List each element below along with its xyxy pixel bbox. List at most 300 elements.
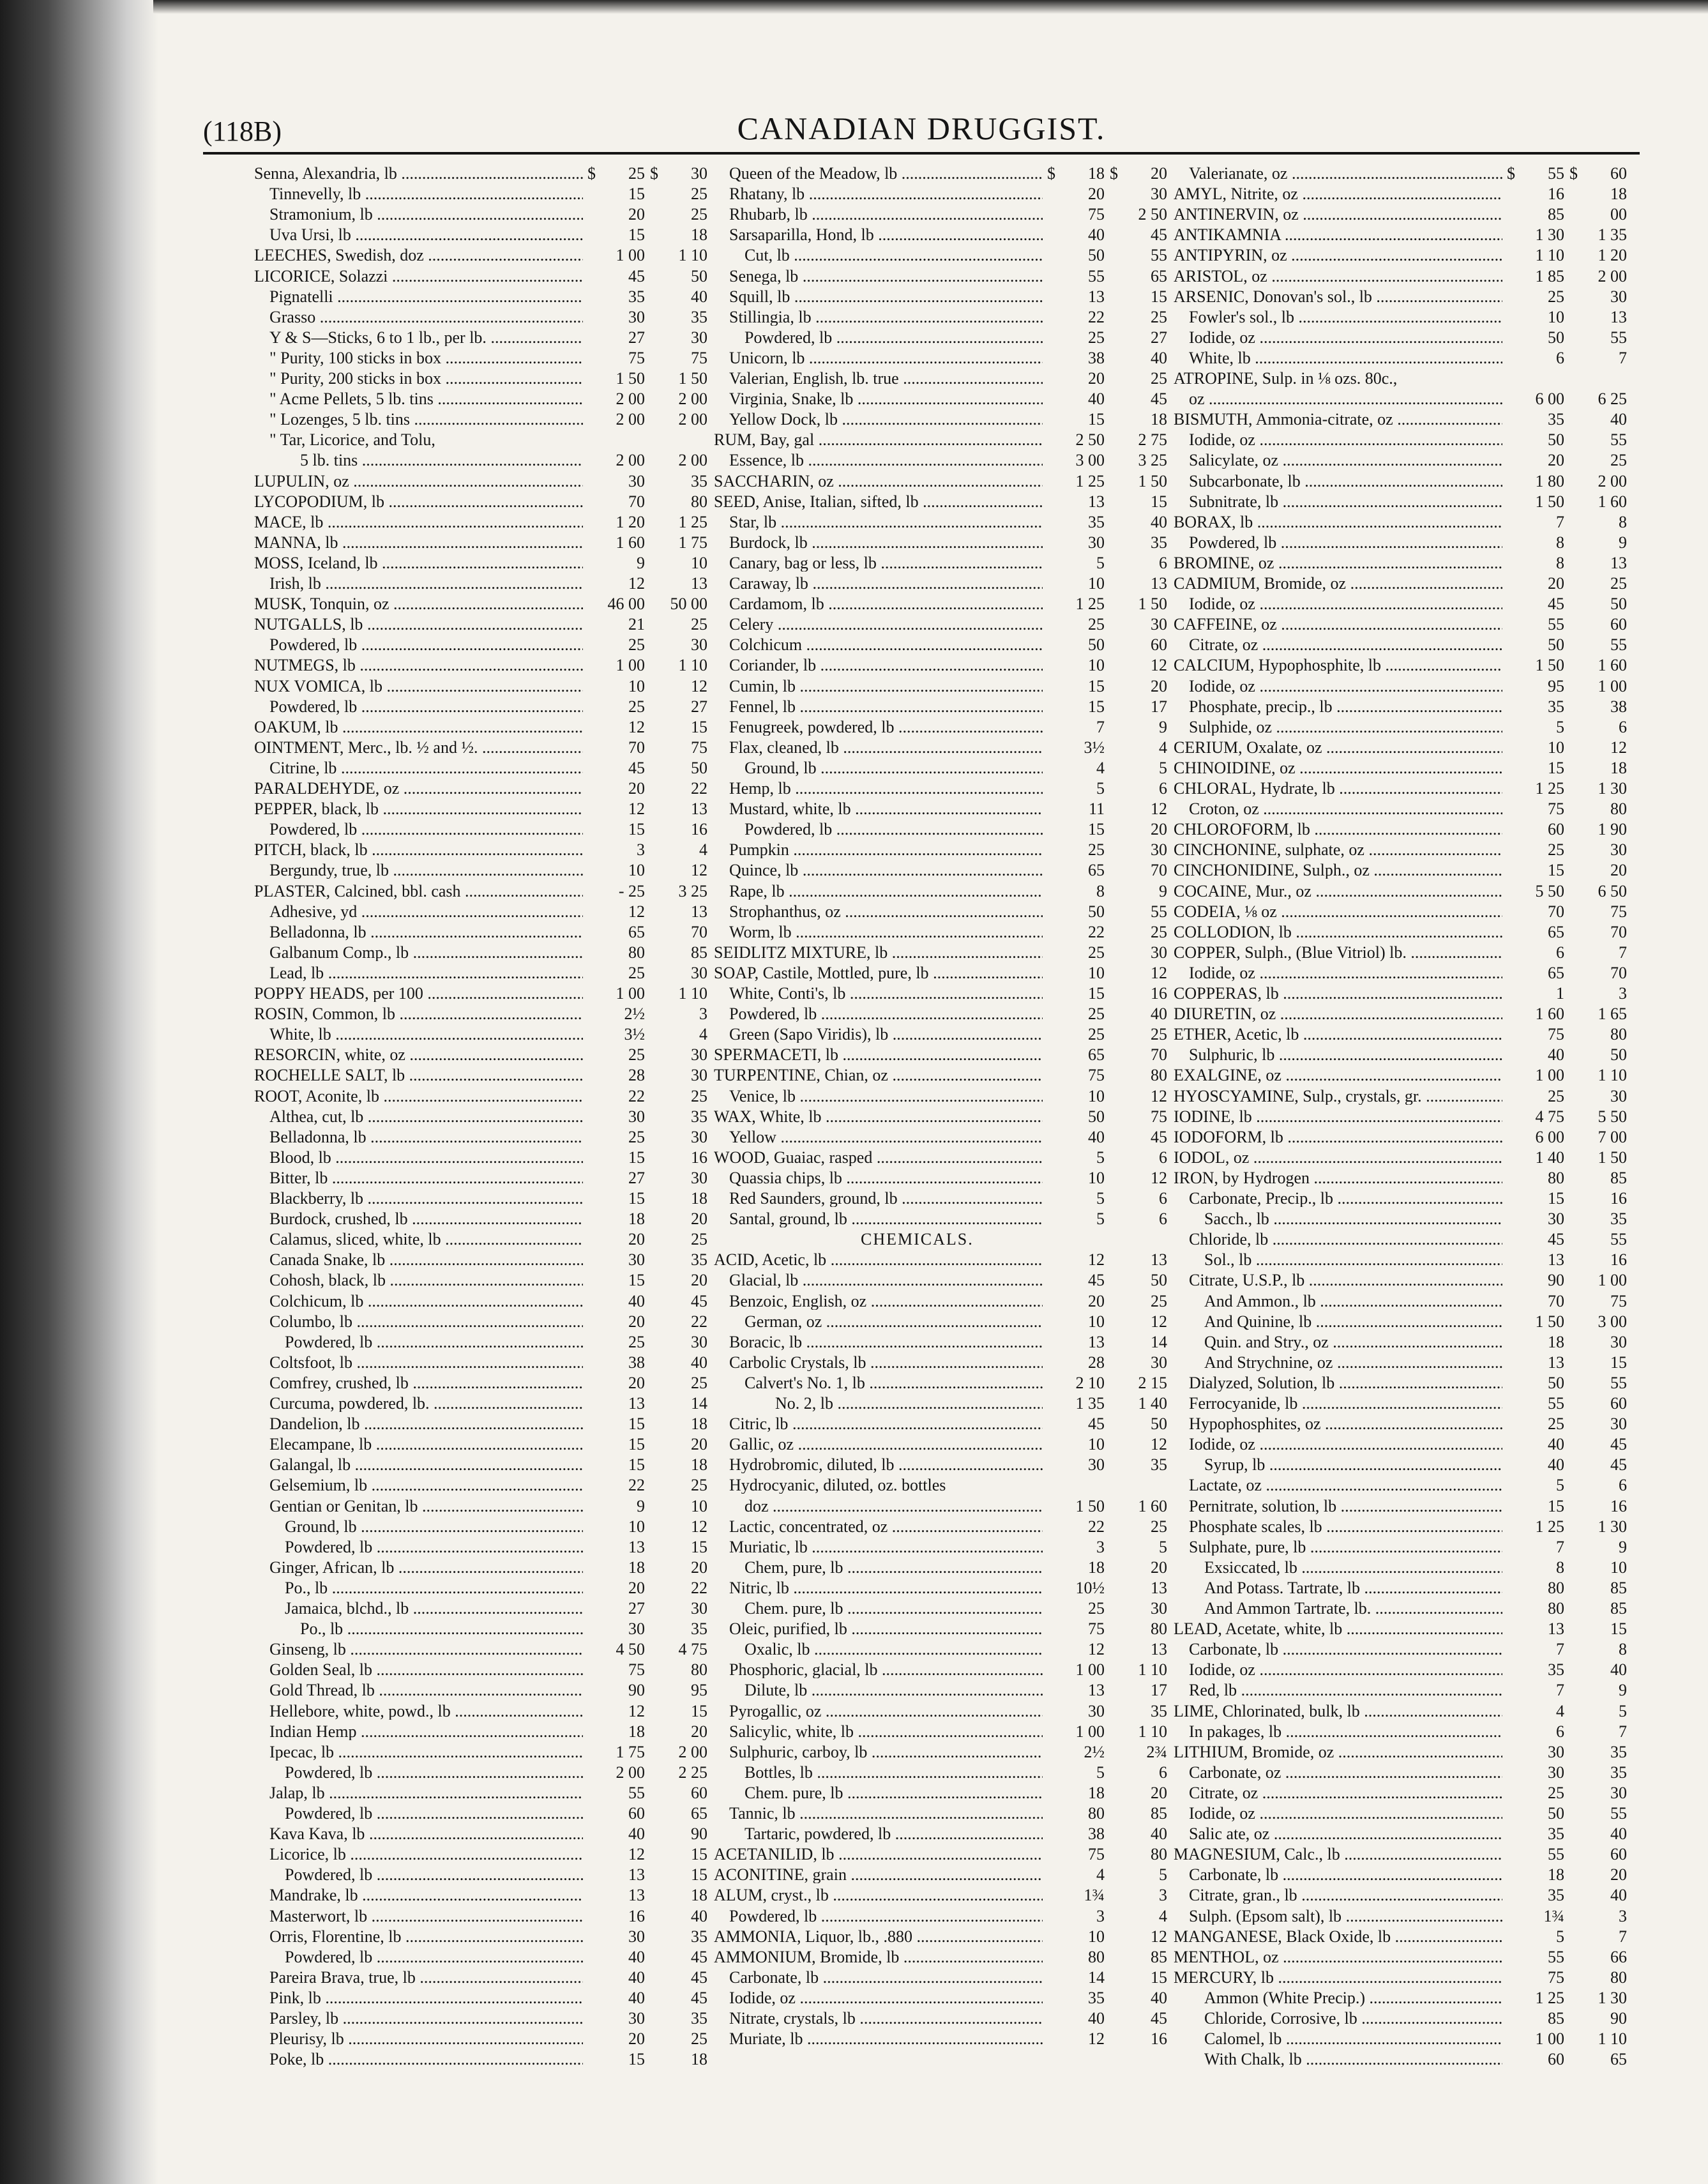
price-high: 30	[691, 1169, 707, 1187]
price-row	[714, 985, 1170, 1002]
price-row	[1174, 268, 1630, 285]
price-row	[254, 451, 711, 469]
price-low: 6	[1556, 1722, 1564, 1741]
price-row	[254, 1620, 711, 1637]
item-name: EXALGINE, oz .....	[1174, 1066, 1502, 1084]
item-name: Powdered, lb .....	[729, 1907, 1043, 1925]
price-high: 27	[1151, 328, 1167, 347]
item-name: Grasso .....	[269, 308, 583, 326]
item-name: Venice, lb .....	[729, 1088, 1043, 1105]
price-row	[714, 821, 1170, 838]
price-low: 5	[1096, 1148, 1105, 1167]
price-low: 25	[628, 1128, 645, 1146]
item-name: CHINOIDINE, oz .....	[1174, 759, 1502, 777]
price-row	[1174, 308, 1630, 326]
page-top-shadow	[153, 0, 1708, 14]
price-row	[714, 1395, 1170, 1412]
price-low: 75	[1088, 1619, 1105, 1638]
price-row	[1174, 1784, 1630, 1801]
item-name: Exsiccated, lb .....	[1204, 1559, 1502, 1576]
price-high: 16	[1610, 1189, 1627, 1208]
price-row	[714, 1641, 1170, 1658]
item-name: Carbonate, lb .....	[729, 1969, 1043, 1986]
price-row	[254, 473, 711, 490]
price-row	[714, 1088, 1170, 1105]
item-name: Pleurisy, lb .....	[269, 2030, 583, 2047]
price-row	[254, 431, 711, 448]
price-low: 30	[1548, 1210, 1564, 1228]
price-row	[1174, 656, 1630, 674]
item-name: Salic ate, oz .....	[1189, 1825, 1502, 1842]
price-high: 1 10	[1138, 1722, 1167, 1741]
item-name: Lactic, concentrated, oz .....	[729, 1518, 1043, 1535]
price-row	[254, 1969, 711, 1986]
price-high: 20	[691, 1210, 707, 1228]
price-high: 40	[1151, 1005, 1167, 1023]
price-row	[254, 1518, 711, 1535]
price-low: 20	[628, 2029, 645, 2048]
price-low: 60	[628, 1804, 645, 1823]
item-name: Chem. pure, lb .....	[744, 1600, 1043, 1617]
price-high: 25	[691, 2029, 707, 2048]
item-name: Calvert's No. 1, lb .....	[744, 1374, 1043, 1392]
price-row	[1174, 1128, 1630, 1146]
price-low: 30	[1548, 1763, 1564, 1782]
price-row	[254, 1886, 711, 1904]
item-name: Iodide, oz .....	[1189, 1805, 1502, 1822]
price-low: 18	[1088, 1784, 1105, 1802]
item-name: White, lb .....	[269, 1026, 583, 1043]
item-name: Gentian or Genitan, lb .....	[269, 1498, 583, 1515]
price-high: 2 00	[678, 451, 707, 469]
item-name: Sulphate, pure, lb .....	[1189, 1538, 1502, 1556]
price-low: 75	[1548, 1025, 1564, 1043]
price-low: 10	[628, 861, 645, 879]
price-low: 30	[628, 472, 645, 490]
price-low: 45	[1088, 1414, 1105, 1433]
item-name: And Ammon., lb .....	[1204, 1293, 1502, 1310]
price-high: 85	[1151, 1804, 1167, 1823]
item-name: Fenugreek, powdered, lb .....	[729, 718, 1043, 736]
item-name: ROSIN, Common, lb .....	[254, 1005, 583, 1022]
price-row	[1174, 841, 1630, 858]
price-high: 18	[1610, 185, 1627, 203]
price-high: 17	[1151, 697, 1167, 716]
price-row	[254, 1907, 711, 1925]
price-high: 1 35	[1598, 225, 1627, 244]
price-high: 30	[1151, 1599, 1167, 1618]
price-high: 13	[1151, 574, 1167, 593]
price-high: 1 30	[1598, 779, 1627, 798]
price-high: 2 75	[1138, 430, 1167, 449]
price-low: 45	[628, 267, 645, 285]
item-name: Iodide, oz .....	[1189, 1436, 1502, 1453]
price-row	[1174, 329, 1630, 346]
price-high: 22	[691, 779, 707, 798]
item-name: Sulphuric, lb .....	[1189, 1046, 1502, 1063]
price-low: 13	[1548, 1619, 1564, 1638]
price-row	[1174, 1436, 1630, 1453]
item-name: PITCH, black, lb .....	[254, 841, 583, 858]
price-high: 40	[1151, 1824, 1167, 1843]
price-row	[1174, 1415, 1630, 1432]
price-row	[714, 759, 1170, 777]
price-row	[714, 165, 1170, 182]
item-name: NUTGALLS, lb .....	[254, 616, 583, 633]
price-row	[714, 1026, 1170, 1043]
item-name: Powdered, lb .....	[285, 1866, 583, 1883]
price-row	[714, 1825, 1170, 1842]
price-high: 1 65	[1598, 1005, 1627, 1023]
price-high: 15	[1151, 492, 1167, 511]
item-name: And Ammon Tartrate, lb. .....	[1204, 1600, 1502, 1617]
item-name: BROMINE, oz .....	[1174, 554, 1502, 572]
price-low: 18	[628, 1210, 645, 1228]
price-low: 1 35	[1075, 1394, 1105, 1413]
price-high: 25	[691, 1476, 707, 1494]
item-name: SEED, Anise, Italian, sifted, lb .....	[714, 493, 1043, 510]
price-high: 55	[1610, 430, 1627, 449]
price-row	[254, 1641, 711, 1658]
price-high: 27	[691, 697, 707, 716]
price-row	[254, 1784, 711, 1801]
price-low: 75	[1088, 205, 1105, 224]
item-name: Sol., lb .....	[1204, 1251, 1502, 1268]
price-row	[254, 1066, 711, 1084]
price-low: 10	[628, 677, 645, 695]
page-folio: (118B)	[203, 116, 282, 147]
item-name: Chloride, lb .....	[1189, 1231, 1502, 1248]
price-row	[1174, 451, 1630, 469]
price-row	[1174, 698, 1630, 715]
price-low: 2 00	[616, 1763, 645, 1782]
item-name: Pignatelli .....	[269, 288, 583, 305]
price-low: 1 50	[1535, 1312, 1564, 1331]
price-row	[714, 1251, 1170, 1268]
price-row	[1174, 1476, 1630, 1494]
item-name: DIURETIN, oz .....	[1174, 1005, 1502, 1022]
item-name: Colchicum .....	[729, 636, 1043, 653]
price-high: 3	[699, 1005, 707, 1023]
price-low: 5	[1096, 1210, 1105, 1228]
item-name: ACONITINE, grain .....	[714, 1866, 1043, 1883]
price-row	[714, 636, 1170, 653]
price-row	[1174, 1702, 1630, 1720]
price-high: 95	[691, 1681, 707, 1699]
item-name: Gallic, oz .....	[729, 1436, 1043, 1453]
price-low: 15	[628, 820, 645, 838]
price-row	[714, 1415, 1170, 1432]
price-row	[254, 411, 711, 428]
price-row	[254, 1108, 711, 1125]
price-high: 20	[1151, 677, 1167, 695]
price-row	[254, 698, 711, 715]
price-row	[1174, 1108, 1630, 1125]
price-row	[254, 1026, 711, 1043]
price-high: 1 25	[678, 513, 707, 531]
price-low: 55	[628, 1784, 645, 1802]
price-row	[714, 1271, 1170, 1289]
price-low: 85	[1548, 2009, 1564, 2028]
price-high: 10	[691, 554, 707, 572]
price-row	[254, 308, 711, 326]
price-row	[1174, 636, 1630, 653]
price-row	[1174, 349, 1630, 367]
price-row	[714, 2030, 1170, 2047]
item-name: Star, lb .....	[729, 513, 1043, 531]
price-low: 1 25	[1535, 1989, 1564, 2007]
price-row	[714, 841, 1170, 858]
price-row	[254, 246, 711, 264]
dollar-sign: $	[1110, 164, 1118, 183]
price-high: 15	[1610, 1619, 1627, 1638]
price-high: 1 10	[1598, 1066, 1627, 1084]
price-low: 16	[1548, 185, 1564, 203]
price-low: 40	[1088, 1128, 1105, 1146]
price-low: 55	[1548, 615, 1564, 633]
price-low: 1 75	[616, 1743, 645, 1761]
price-high: 12	[1151, 1169, 1167, 1187]
price-row	[254, 493, 711, 510]
price-high: 30	[1610, 287, 1627, 306]
price-row	[714, 473, 1170, 490]
price-low: 20	[628, 779, 645, 798]
price-low: 27	[628, 1169, 645, 1187]
header-rule	[203, 152, 1640, 155]
item-name: TURPENTINE, Chian, oz .....	[714, 1066, 1043, 1084]
price-row	[254, 1271, 711, 1289]
price-high: 20	[1610, 1865, 1627, 1884]
item-name: Tinnevelly, lb .....	[269, 185, 583, 202]
price-high: 25	[691, 1087, 707, 1105]
price-low: 35	[628, 287, 645, 306]
item-name: Iodide, oz .....	[1189, 329, 1502, 346]
price-high: 30	[1151, 943, 1167, 962]
price-low: 12	[628, 1702, 645, 1720]
price-low: 22	[1088, 1517, 1105, 1536]
item-name: MERCURY, lb .....	[1174, 1969, 1502, 1986]
price-high: 16	[1610, 1250, 1627, 1269]
price-row	[714, 1128, 1170, 1146]
price-low: 80	[1088, 1948, 1105, 1966]
price-low: 2 00	[616, 410, 645, 428]
price-low: 10	[1548, 308, 1564, 326]
price-high: 4	[1159, 738, 1167, 757]
price-low: 15	[628, 1189, 645, 1208]
item-name: Cardamom, lb .....	[729, 595, 1043, 612]
item-name: Galbanum Comp., lb .....	[269, 944, 583, 961]
price-row	[714, 698, 1170, 715]
item-name: Indian Hemp .....	[269, 1723, 583, 1740]
price-row	[714, 1169, 1170, 1187]
price-high: 60	[1151, 635, 1167, 654]
price-row	[254, 1128, 711, 1146]
price-low: 1 40	[1535, 1148, 1564, 1167]
price-high: 1 30	[1598, 1517, 1627, 1536]
item-name: Sulphuric, carboy, lb .....	[729, 1743, 1043, 1761]
item-name: Glacial, lb .....	[729, 1271, 1043, 1289]
item-name: Carbonate, oz .....	[1189, 1764, 1502, 1781]
price-row	[254, 678, 711, 695]
price-row	[714, 1969, 1170, 1986]
price-high: 1 75	[678, 533, 707, 552]
item-name: Kava Kava, lb .....	[269, 1825, 583, 1842]
price-high: 45	[1151, 1128, 1167, 1146]
price-row	[254, 1190, 711, 1207]
item-name: Hellebore, white, powd., lb .....	[269, 1702, 583, 1720]
price-row	[1174, 226, 1630, 243]
item-name: Comfrey, crushed, lb .....	[269, 1374, 583, 1392]
price-high: 35	[691, 1927, 707, 1946]
price-high: 16	[1151, 984, 1167, 1003]
price-high: 40	[1610, 1824, 1627, 1843]
price-high: 25	[691, 1230, 707, 1248]
price-low: 13	[628, 1538, 645, 1556]
price-row	[254, 1866, 711, 1883]
item-name: Croton, oz .....	[1189, 800, 1502, 817]
price-high: 35	[1151, 533, 1167, 552]
price-high: 80	[1610, 1025, 1627, 1043]
item-name: COPPERAS, lb .....	[1174, 985, 1502, 1002]
price-high: 85	[1151, 1948, 1167, 1966]
price-low: 50	[1088, 246, 1105, 264]
item-name: Powdered, lb .....	[285, 1764, 583, 1781]
price-low: 18	[1548, 1865, 1564, 1884]
item-name: Ground, lb .....	[744, 759, 1043, 777]
item-name: ARISTOL, oz .....	[1174, 268, 1502, 285]
price-high: 45	[691, 1948, 707, 1966]
price-high: 1 60	[1598, 492, 1627, 511]
item-name: Worm, lb .....	[729, 923, 1043, 941]
price-low: 1 10	[1535, 246, 1564, 264]
price-row	[714, 1743, 1170, 1761]
price-row	[714, 1866, 1170, 1883]
price-low: 25	[1548, 287, 1564, 306]
item-name: RUM, Bay, gal .....	[714, 431, 1043, 448]
price-low: 40	[1548, 1455, 1564, 1474]
price-low: 80	[1548, 1579, 1564, 1597]
item-name: Tannic, lb .....	[729, 1805, 1043, 1822]
price-row	[254, 1743, 711, 1761]
price-high: 18	[1610, 759, 1627, 777]
price-row	[714, 1498, 1170, 1515]
price-high: 30	[691, 328, 707, 347]
item-name: LICORICE, Solazzi .....	[254, 268, 583, 285]
price-low: 1 50	[1535, 656, 1564, 674]
price-high: 13	[1151, 1640, 1167, 1658]
price-low: 13	[1088, 1681, 1105, 1699]
price-high: 6	[1159, 1763, 1167, 1782]
price-row	[714, 1579, 1170, 1596]
item-name: Bergundy, true, lb .....	[269, 861, 583, 879]
price-high: 1 50	[1138, 472, 1167, 490]
price-low: 38	[628, 1353, 645, 1372]
price-low: 5	[1556, 1476, 1564, 1494]
price-row	[714, 1661, 1170, 1678]
item-name: AMMONIA, Liquor, lb., .880 .....	[714, 1928, 1043, 1945]
price-high: 40	[691, 1353, 707, 1372]
price-high: 50	[691, 759, 707, 777]
item-name: Powdered, lb .....	[285, 1948, 583, 1966]
price-low: 65	[1548, 964, 1564, 982]
price-row	[1174, 1805, 1630, 1822]
item-name: COPPER, Sulph., (Blue Vitriol) lb. .....	[1174, 944, 1502, 961]
item-name: Y & S—Sticks, 6 to 1 lb., per lb. .....	[269, 329, 583, 346]
price-high: 75	[1610, 902, 1627, 921]
price-column-3	[1174, 165, 1630, 2081]
price-row	[1174, 1149, 1630, 1166]
item-name: Ginger, African, lb .....	[269, 1559, 583, 1576]
price-low: 30	[628, 1250, 645, 1269]
price-row	[714, 246, 1170, 264]
price-high: 80	[691, 492, 707, 511]
price-low: 13	[1088, 492, 1105, 511]
item-name: Jalap, lb .....	[269, 1784, 583, 1801]
item-name: Red Saunders, ground, lb .....	[729, 1190, 1043, 1207]
price-high: 80	[691, 1660, 707, 1679]
price-row	[1174, 1066, 1630, 1084]
price-high: 30	[691, 1045, 707, 1064]
item-name: Mandrake, lb .....	[269, 1886, 583, 1904]
price-row	[714, 1456, 1170, 1473]
price-row	[1174, 1907, 1630, 1925]
price-low: 1 00	[1535, 1066, 1564, 1084]
price-high: 12	[1151, 656, 1167, 674]
item-name: Parsley, lb .....	[269, 2010, 583, 2027]
price-low: 30	[628, 1927, 645, 1946]
item-name: Althea, cut, lb .....	[269, 1108, 583, 1125]
price-low: 15	[628, 1435, 645, 1453]
item-name: ANTIKAMNIA .....	[1174, 226, 1502, 243]
price-low: 1 60	[1535, 1005, 1564, 1023]
price-high: 16	[691, 820, 707, 838]
item-name: LEAD, Acetate, white, lb .....	[1174, 1620, 1502, 1637]
price-row	[714, 1476, 1170, 1494]
price-high: 15	[691, 1845, 707, 1863]
price-row	[254, 841, 711, 858]
price-high: 45	[691, 1292, 707, 1310]
price-high: 40	[1610, 1660, 1627, 1679]
price-row	[1174, 1518, 1630, 1535]
item-name: SEIDLITZ MIXTURE, lb .....	[714, 944, 1043, 961]
dollar-sign: $	[1507, 164, 1515, 183]
price-low: 60	[1548, 2050, 1564, 2068]
price-high: 80	[1151, 1619, 1167, 1638]
price-high: 4 75	[678, 1640, 707, 1658]
price-low: 8	[1556, 533, 1564, 552]
item-name: CALCIUM, Hypophosphite, lb .....	[1174, 656, 1502, 674]
price-row	[714, 1149, 1170, 1166]
price-row	[254, 1210, 711, 1227]
price-low: 45	[1088, 1271, 1105, 1289]
item-name: Coltsfoot, lb .....	[269, 1354, 583, 1371]
price-low: 4	[1556, 1702, 1564, 1720]
item-name: WOOD, Guaiac, rasped .....	[714, 1149, 1043, 1166]
price-high: 30	[691, 635, 707, 654]
price-low: 5	[1096, 1189, 1105, 1208]
item-name: Galangal, lb .....	[269, 1456, 583, 1473]
price-low: 2½	[1084, 1743, 1105, 1761]
price-high: 30	[1610, 1784, 1627, 1802]
price-low: 18	[1088, 1558, 1105, 1577]
price-row	[714, 1108, 1170, 1125]
item-name: Iodide, oz .....	[1189, 1661, 1502, 1678]
price-row	[254, 1702, 711, 1720]
item-name: IODINE, lb .....	[1174, 1108, 1502, 1125]
price-high: 6	[1159, 779, 1167, 798]
price-low: 30	[628, 2009, 645, 2028]
price-low: 85	[1548, 205, 1564, 224]
